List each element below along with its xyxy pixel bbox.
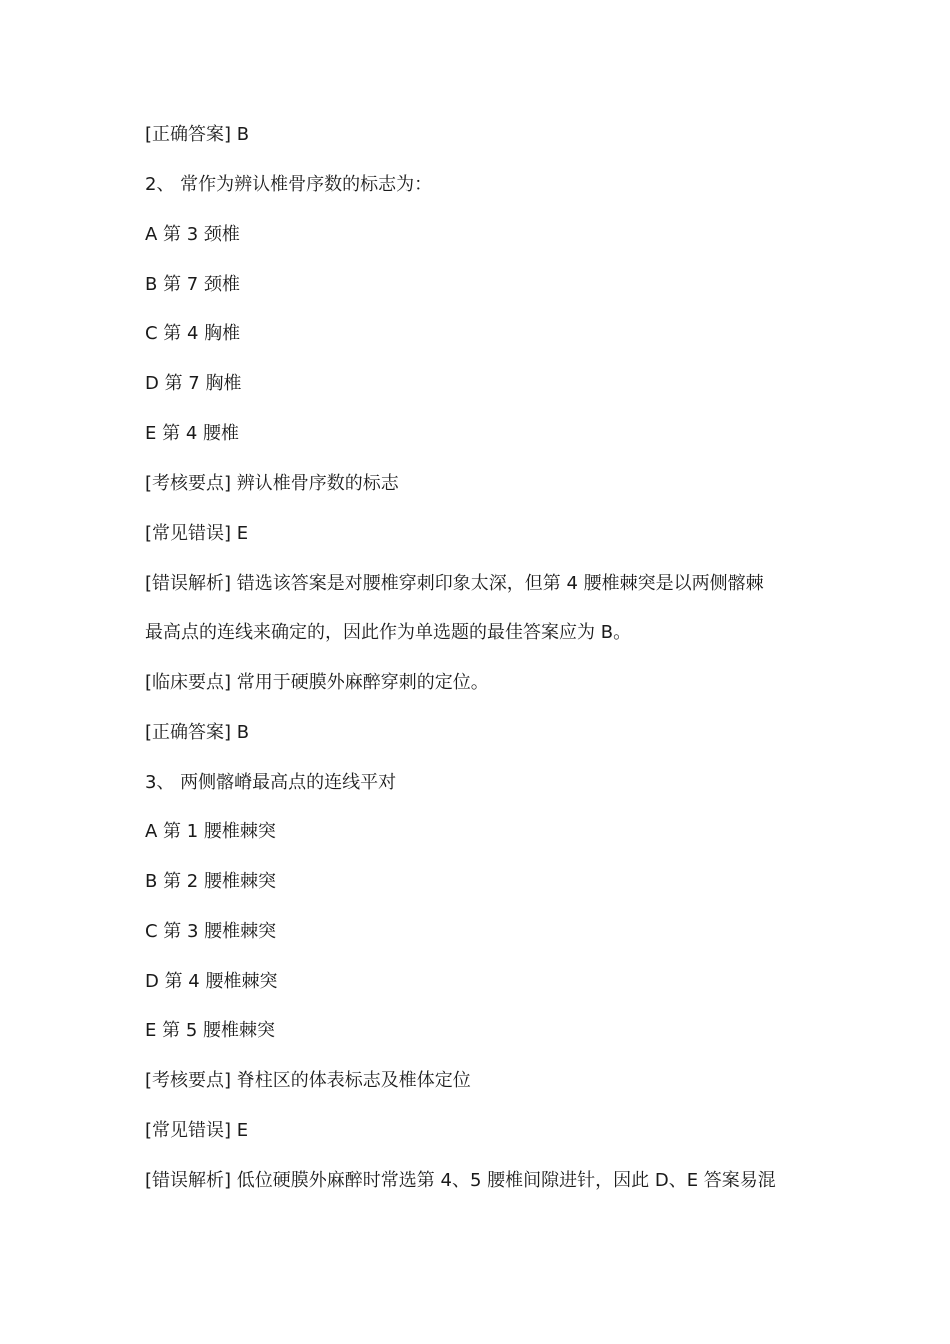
q2-common-error: [常见错误] E — [145, 523, 249, 544]
q2-option-b: B 第 7 颈椎 — [145, 274, 240, 295]
q3-option-d: D 第 4 腰椎棘突 — [145, 971, 278, 992]
question-2-stem: 2、 常作为辨认椎骨序数的标志为： — [145, 174, 433, 195]
q2-option-d: D 第 7 胸椎 — [145, 373, 242, 394]
q2-key-point: [考核要点] 辨认椎骨序数的标志 — [145, 473, 399, 494]
q3-option-a: A 第 1 腰椎棘突 — [145, 821, 276, 842]
q2-option-e: E 第 4 腰椎 — [145, 423, 239, 444]
q2-correct-answer: [正确答案] B — [145, 722, 250, 743]
q2-error-analysis: [错误解析] 错选该答案是对腰椎穿刺印象太深，但第 4 腰椎棘突是以两侧髂棘 — [145, 573, 764, 594]
q2-error-analysis-cont: 最高点的连线来确定的，因此作为单选题的最佳答案应为 B。 — [145, 622, 632, 643]
answer-line: [正确答案] B — [145, 124, 250, 145]
q3-option-e: E 第 5 腰椎棘突 — [145, 1020, 275, 1041]
q3-option-b: B 第 2 腰椎棘突 — [145, 871, 276, 892]
q2-clinical-point: [临床要点] 常用于硬膜外麻醉穿刺的定位。 — [145, 672, 489, 693]
q3-common-error: [常见错误] E — [145, 1120, 249, 1141]
q3-error-analysis: [错误解析] 低位硬膜外麻醉时常选第 4、5 腰椎间隙进针，因此 D、E 答案易混 — [145, 1170, 776, 1191]
q3-option-c: C 第 3 腰椎棘突 — [145, 921, 277, 942]
question-3-stem: 3、 两侧髂嵴最高点的连线平对 — [145, 772, 397, 793]
q2-option-c: C 第 4 胸椎 — [145, 323, 241, 344]
q3-key-point: [考核要点] 脊柱区的体表标志及椎体定位 — [145, 1070, 471, 1091]
q2-option-a: A 第 3 颈椎 — [145, 224, 240, 245]
